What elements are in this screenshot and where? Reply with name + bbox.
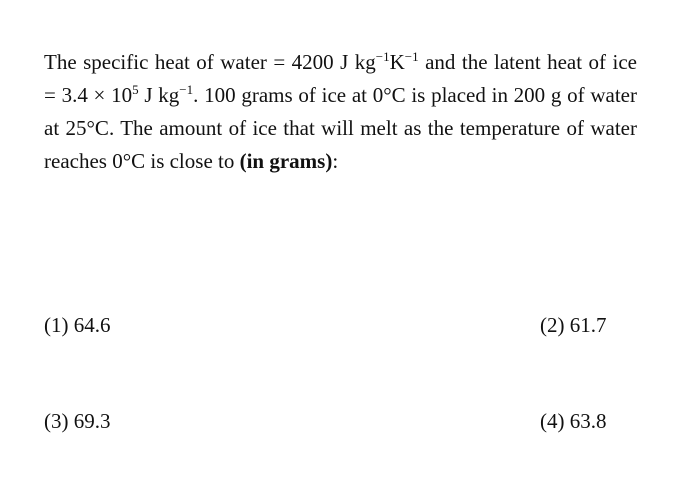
option-value: 64.6: [73, 313, 111, 337]
option-number: (2): [540, 313, 565, 337]
exponent: −1: [179, 82, 194, 97]
question-text-part: J kg: [138, 83, 180, 107]
exponent: 5: [132, 82, 139, 97]
question-text-part: The specific heat of water = 4200 J kg: [44, 50, 376, 74]
option-value: 69.3: [73, 409, 111, 433]
option-value: 63.8: [569, 409, 607, 433]
option-number: (1): [44, 313, 69, 337]
question-text: [44, 46, 637, 178]
option-3[interactable]: [44, 408, 111, 434]
question-text-part: :: [332, 149, 339, 173]
option-1[interactable]: [44, 312, 111, 338]
question-text-part: K: [389, 50, 405, 74]
exponent: −1: [404, 49, 419, 64]
exponent: −1: [375, 49, 390, 64]
option-4[interactable]: [540, 408, 607, 434]
option-2[interactable]: [540, 312, 607, 338]
option-number: (4): [540, 409, 565, 433]
option-value: 61.7: [569, 313, 607, 337]
question-text-part: . 100 grams of ice at 0°C is placed in 200 g of water at 25°C. The amount of ice that will melt as the temperature of water reaches 0°C is close to: [44, 83, 637, 173]
question-emphasis: (in grams): [239, 149, 333, 173]
question-text-part: and the latent heat of ice = 3.4 × 10: [44, 50, 637, 107]
option-number: (3): [44, 409, 69, 433]
